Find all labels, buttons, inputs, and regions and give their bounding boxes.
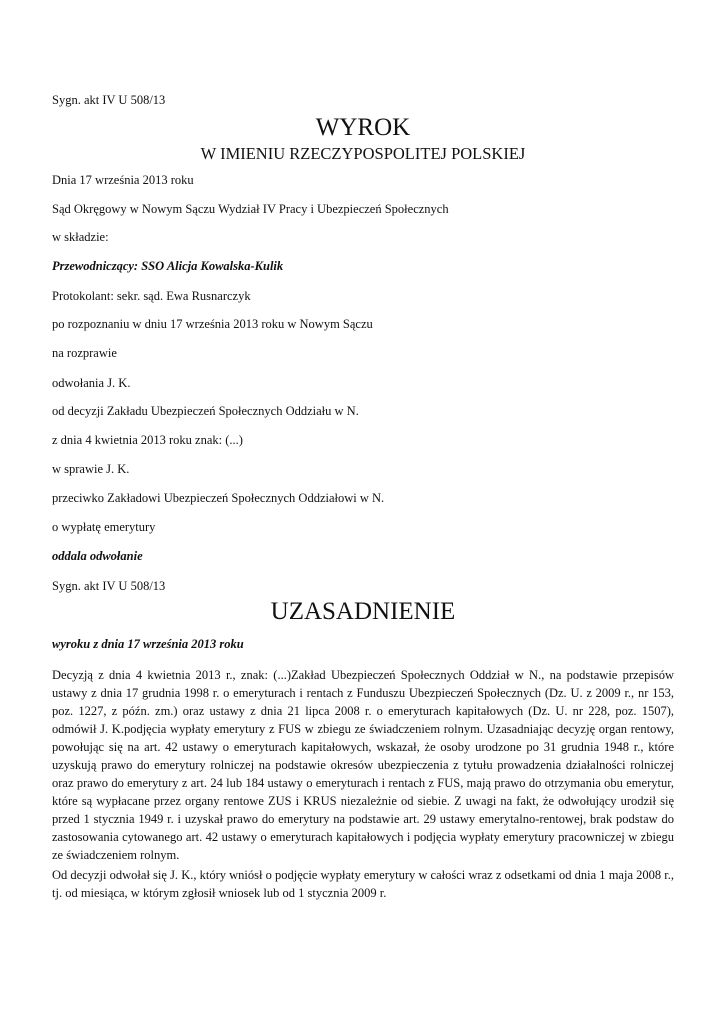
judgment-date: Dnia 17 września 2013 roku	[52, 173, 194, 187]
case-party: w sprawie J. K.	[52, 462, 130, 476]
session-type: na rozprawie	[52, 346, 117, 360]
court-clerk: Protokolant: sekr. sąd. Ewa Rusnarczyk	[52, 289, 251, 303]
document-page	[52, 0, 674, 1024]
justification-paragraph-2: Od decyzji odwołał się J. K., który wniósł o podjęcie wypłaty emerytury w całości wraz z odsetkami od dnia 1 maja 2008 r., tj. od miesiąca, w którym zgłosił wniosek lub od 1 stycznia 2009 r.	[52, 868, 674, 900]
judgment-subtitle: W IMIENIU RZECZYPOSPOLITEJ POLSKIEJ	[200, 144, 526, 163]
case-signature-footer: Sygn. akt IV U 508/13	[52, 579, 166, 593]
presiding-judge: Przewodniczący: SSO Alicja Kowalska-Kulik	[52, 259, 284, 273]
hearing-info: po rozpoznaniu w dniu 17 września 2013 roku w Nowym Sączu	[52, 317, 373, 331]
opposing-party: przeciwko Zakładowi Ubezpieczeń Społecznych Oddziałowi w N.	[52, 491, 385, 505]
decision-source: od decyzji Zakładu Ubezpieczeń Społecznych Oddziału w N.	[52, 404, 359, 418]
appeal-party: odwołania J. K.	[52, 376, 131, 390]
justification-title: UZASADNIENIE	[270, 598, 456, 625]
justification-subtitle: wyroku z dnia 17 września 2013 roku	[52, 637, 244, 651]
composition-label: w składzie:	[52, 230, 109, 244]
decision-date: z dnia 4 kwietnia 2013 roku znak: (...)	[52, 433, 243, 447]
judgment-title: WYROK	[315, 114, 411, 141]
case-subject: o wypłatę emerytury	[52, 520, 156, 534]
court-name: Sąd Okręgowy w Nowym Sączu Wydział IV Pracy i Ubezpieczeń Społecznych	[52, 202, 449, 216]
case-signature: Sygn. akt IV U 508/13	[52, 93, 166, 107]
justification-paragraph-1: Decyzją z dnia 4 kwietnia 2013 r., znak: (...)Zakład Ubezpieczeń Społecznych Oddział w N., na podstawie przepisów ustawy z dnia 17 grudnia 1998 r. o emeryturach i rentach z Funduszu Ubezpieczeń Społecznych (Dz. U. z 2009 r., nr 153, poz. 1227, z późn. zm.) oraz ustawy z dnia 21 lipca 2008 r. o emeryturach kapitałowych (Dz. U. nr 228, poz. 1507), odmówił J. K.podjęcia wypłaty emerytury z FUS w zbiegu ze świadczeniem rolnym. Uzasadniając decyzję organ rentowy, powołując się na art. 42 ustawy o emeryturach kapitałowych, wskazał, że osoby urodzone po 31 grudnia 1948 r., które uzyskują prawo do emerytury rolniczej na podstawie okresów ubezpieczenia z tytułu prowadzenia działalności rolniczej oraz prawo do emerytury z art. 24 lub 184 ustawy o emeryturach i rentach z FUS, mają prawo do otrzymania obu emerytur, które są wypłacane przez organy rentowe ZUS i KRUS niezależnie od siebie. Z uwagi na fakt, że odwołujący urodził się przed 1 stycznia 1949 r. i uzyskał prawo do emerytury na podstawie art. 29 ustawy emerytalno-rentowej, brak podstaw do zastosowania cytowanego art. 42 ustawy o emeryturach kapitałowych i podjęcia wypłaty emerytury pracowniczej w zbiegu ze świadczeniem rolnym.	[52, 668, 674, 862]
ruling: oddala odwołanie	[52, 549, 143, 563]
